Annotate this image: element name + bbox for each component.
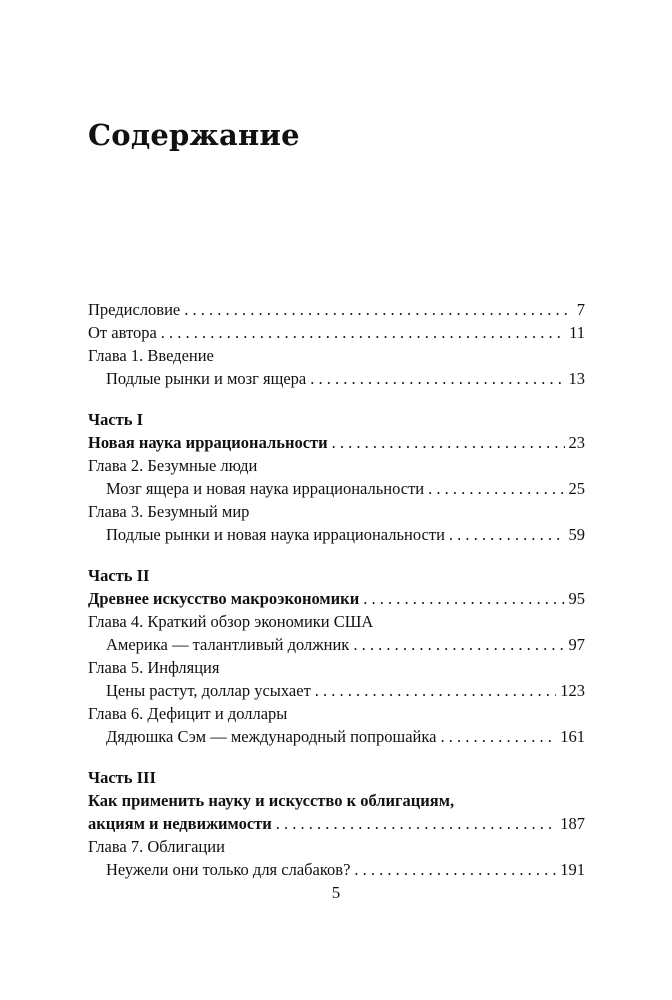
toc-chapter-7 — [88, 835, 585, 858]
toc-chapter-3 — [88, 500, 585, 523]
toc-chapter-1 — [88, 344, 585, 367]
toc-part-2-title — [88, 587, 585, 610]
toc-entry-page: 11 — [569, 323, 585, 342]
toc-chapter-6-subtitle — [88, 725, 585, 748]
toc-chapter-label: Глава 5. Инфляция — [88, 658, 220, 677]
toc-part-1-label — [88, 408, 585, 431]
part-title: Как применить науку и искусство к облигациям, — [88, 791, 455, 810]
toc-chapter-3-subtitle — [88, 523, 585, 546]
toc-entry-from-author — [88, 321, 585, 344]
toc-part-3-label — [88, 766, 585, 789]
part-title: Древнее искусство макроэкономики — [88, 589, 360, 608]
dot-leader — [276, 812, 557, 835]
toc-entry-page: 95 — [568, 589, 585, 608]
part-label: Часть III — [88, 768, 156, 787]
toc-entry-page: 13 — [568, 369, 585, 388]
dot-leader — [184, 298, 573, 321]
toc-entry-preface — [88, 298, 585, 321]
part-label: Часть I — [88, 410, 144, 429]
dot-leader — [310, 367, 564, 390]
toc-entry-page: 187 — [560, 814, 585, 833]
part-title: акциям и недвижимости — [88, 814, 272, 833]
toc-entry-label: Подлые рынки и новая наука иррациональности — [106, 525, 445, 544]
dot-leader — [440, 725, 556, 748]
toc-chapter-label: Глава 3. Безумный мир — [88, 502, 250, 521]
dot-leader — [315, 679, 556, 702]
toc-entry-page: 25 — [568, 479, 585, 498]
toc-chapter-label: Глава 6. Дефицит и доллары — [88, 704, 288, 723]
toc-entry-page: 7 — [576, 300, 585, 319]
dot-leader — [353, 633, 564, 656]
toc-chapter-2-subtitle — [88, 477, 585, 500]
page-number: 5 — [331, 883, 341, 902]
toc-entry-page: 123 — [560, 681, 585, 700]
toc-part-2-label — [88, 564, 585, 587]
toc-chapter-4-subtitle — [88, 633, 585, 656]
toc-entry-label: Америка — талантливый должник — [106, 635, 350, 654]
toc-chapter-label: Глава 4. Краткий обзор экономики США — [88, 612, 374, 631]
part-title: Новая наука иррациональности — [88, 433, 328, 452]
toc-entry-label: Предисловие — [88, 300, 181, 319]
dot-leader — [449, 523, 565, 546]
table-of-contents — [88, 298, 585, 881]
part-label: Часть II — [88, 566, 150, 585]
toc-entry-page: 23 — [568, 433, 585, 452]
toc-entry-label: Неужели они только для слабаков? — [106, 860, 351, 879]
toc-chapter-7-subtitle — [88, 858, 585, 881]
toc-chapter-5-subtitle — [88, 679, 585, 702]
toc-entry-label: От автора — [88, 323, 157, 342]
toc-entry-page: 191 — [560, 860, 585, 879]
dot-leader — [428, 477, 564, 500]
toc-chapter-4 — [88, 610, 585, 633]
toc-entry-label: Цены растут, доллар усыхает — [106, 681, 311, 700]
toc-entry-label: Дядюшка Сэм — международный попрошайка — [106, 727, 437, 746]
toc-chapter-2 — [88, 454, 585, 477]
toc-entry-page: 59 — [568, 525, 585, 544]
toc-entry-page: 161 — [560, 727, 585, 746]
dot-leader — [161, 321, 565, 344]
page-title: Содержание — [88, 118, 300, 152]
dot-leader — [354, 858, 556, 881]
toc-chapter-label: Глава 2. Безумные люди — [88, 456, 258, 475]
toc-entry-label: Мозг ящера и новая наука иррациональности — [106, 479, 425, 498]
dot-leader — [363, 587, 564, 610]
toc-entry-label: Подлые рынки и мозг ящера — [106, 369, 307, 388]
toc-chapter-label: Глава 7. Облигации — [88, 837, 225, 856]
toc-chapter-label: Глава 1. Введение — [88, 346, 214, 365]
dot-leader — [332, 431, 565, 454]
toc-chapter-5 — [88, 656, 585, 679]
toc-chapter-6 — [88, 702, 585, 725]
toc-chapter-1-subtitle — [88, 367, 585, 390]
toc-part-1-title — [88, 431, 585, 454]
toc-part-3-title-line-2 — [88, 812, 585, 835]
toc-entry-page: 97 — [568, 635, 585, 654]
toc-part-3-title-line-1 — [88, 789, 585, 812]
